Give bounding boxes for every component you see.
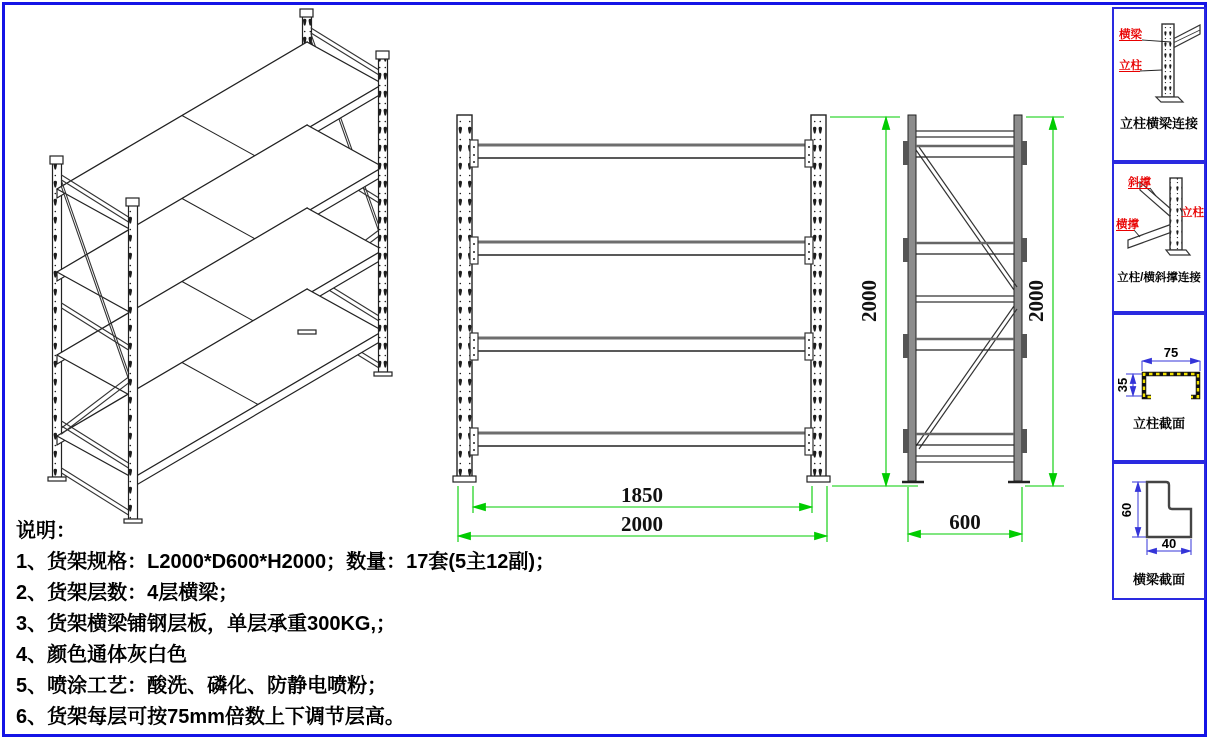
note-item-2: 2、货架层数：4层横梁； bbox=[16, 582, 239, 604]
panel-caption: 立柱截面 bbox=[1132, 416, 1185, 431]
dim-column-height: 35 bbox=[1115, 377, 1130, 393]
label-horizontal: 横撑 bbox=[1116, 219, 1139, 231]
dim-front-inner-width: 1850 bbox=[621, 483, 663, 507]
panel-caption: 立柱/横斜撑连接 bbox=[1117, 272, 1201, 284]
detail-panel-beam-section bbox=[1112, 462, 1206, 600]
iso-post-front-right bbox=[379, 58, 388, 372]
front-view bbox=[453, 115, 830, 482]
front-beams bbox=[470, 140, 813, 455]
note-item-6: 6、货架每层可按75mm倍数上下调节层高。 bbox=[16, 706, 405, 728]
dimensions bbox=[458, 117, 1064, 542]
side-shelf-levels bbox=[903, 141, 1027, 453]
beam-section-profile bbox=[1147, 482, 1191, 537]
column-section-hatch bbox=[1144, 374, 1198, 397]
note-item-4: 4、颜色通体灰白色 bbox=[16, 644, 188, 666]
notes-title: 说明： bbox=[16, 520, 76, 542]
dim-side-depth: 600 bbox=[949, 510, 981, 534]
label-column: 立柱 bbox=[1119, 60, 1142, 72]
front-column-right bbox=[811, 115, 826, 481]
iso-post-front-left bbox=[129, 205, 138, 519]
dim-front-height: 2000 bbox=[857, 280, 881, 322]
note-item-5: 5、喷涂工艺：酸洗、磷化、防静电喷粉； bbox=[16, 675, 388, 697]
detail-panel-column-section bbox=[1112, 313, 1206, 462]
label-diagonal: 斜撑 bbox=[1128, 177, 1151, 189]
panel-caption: 立柱横梁连接 bbox=[1119, 116, 1198, 131]
notes-block bbox=[16, 516, 555, 733]
side-view bbox=[902, 115, 1030, 482]
beam-section-drawing bbox=[1114, 464, 1204, 568]
side-column-left bbox=[908, 115, 916, 481]
dim-beam-height: 60 bbox=[1119, 502, 1134, 518]
detail-column bbox=[1162, 24, 1174, 97]
detail-panel-brace-connection bbox=[1112, 162, 1206, 313]
panel-caption: 横梁截面 bbox=[1132, 572, 1185, 587]
label-column: 立柱 bbox=[1181, 207, 1204, 219]
iso-post-back-left bbox=[53, 163, 62, 477]
dim-column-width: 75 bbox=[1163, 345, 1179, 360]
brace-connection-drawing bbox=[1114, 164, 1204, 264]
dim-beam-width: 40 bbox=[1161, 536, 1177, 551]
side-column-right bbox=[1014, 115, 1022, 481]
side-diagonal-braces bbox=[916, 147, 1017, 449]
column-section-drawing bbox=[1114, 315, 1204, 415]
front-column-left bbox=[457, 115, 472, 481]
dim-front-outer-width: 2000 bbox=[621, 512, 663, 536]
column-section-profile bbox=[1144, 374, 1198, 397]
post-beam-connection-drawing bbox=[1114, 9, 1204, 112]
side-horizontal-braces bbox=[916, 131, 1014, 462]
iso-shelves bbox=[57, 42, 383, 487]
dim-side-height: 2000 bbox=[1024, 280, 1048, 322]
label-beam: 横梁 bbox=[1119, 29, 1142, 41]
note-item-3: 3、货架横梁铺钢层板，单层承重300KG,； bbox=[16, 613, 397, 635]
detail-panel-post-beam-connection bbox=[1112, 7, 1206, 162]
isometric-view bbox=[48, 9, 392, 523]
note-item-1: 1、货架规格：L2000*D600*H2000；数量：17套(5主12副)； bbox=[16, 551, 556, 573]
